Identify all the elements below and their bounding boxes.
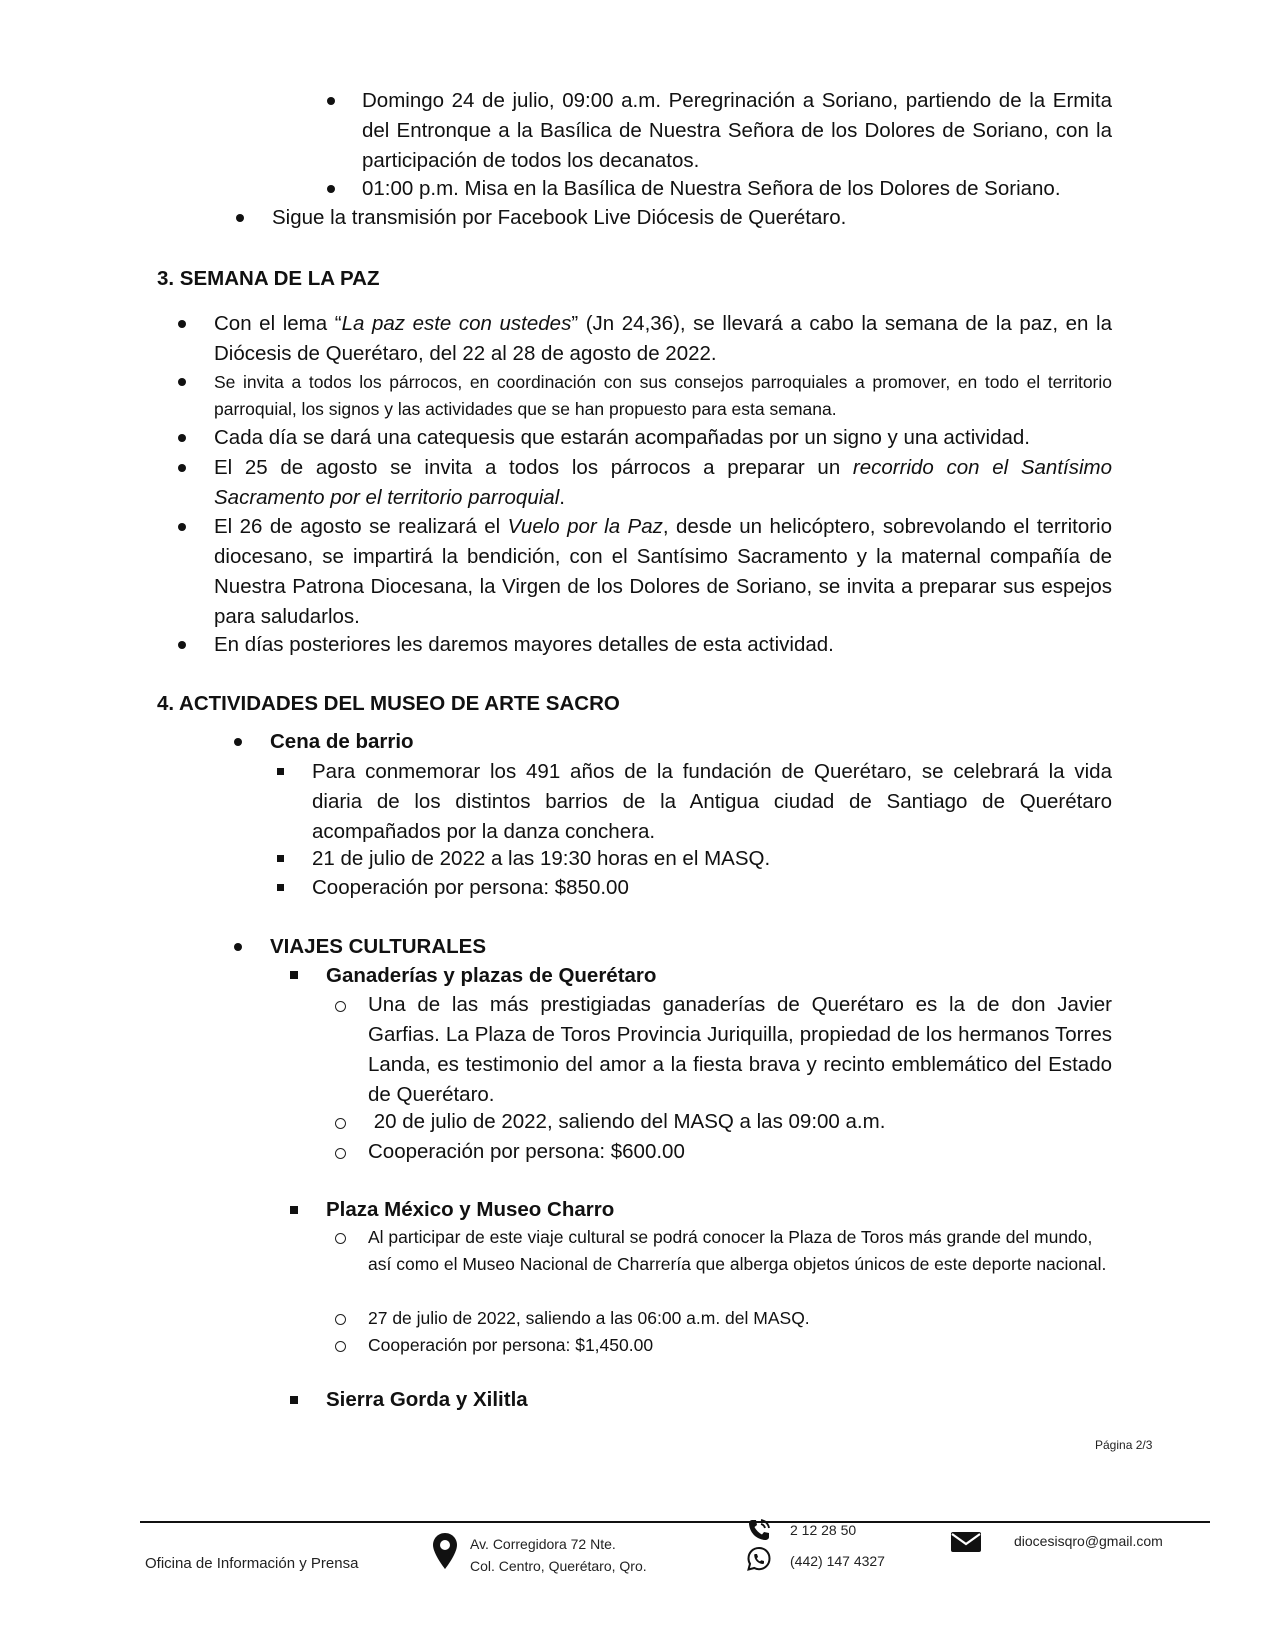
bullet-icon [178,464,186,472]
list-item: 20 de julio de 2022, saliendo del MASQ a las 09:00 a.m. [368,1110,886,1133]
circle-bullet-icon [335,1001,346,1012]
square-bullet-icon [290,1206,298,1214]
bullet-icon [178,523,186,531]
bullet-icon [178,434,186,442]
text-run: El 26 de agosto se realizará el [214,515,508,538]
text-run: ” (Jn 24,36), se llevará a cabo la semana de la paz, en la Diócesis de Querétaro, del 22 al 28 de agosto de 2022. [214,312,1112,365]
circle-bullet-icon [335,1341,346,1352]
list-item [214,512,1112,632]
bullet-icon [178,641,186,649]
office-name: Oficina de Información y Prensa [145,1555,359,1572]
text-run: recorrido con el Santísimo Sacramento por el territorio parroquial [214,456,1112,509]
email-address: diocesisqro@gmail.com [1014,1533,1163,1549]
address-line: Av. Corregidora 72 Nte. [470,1536,616,1552]
list-item: En días posteriores les daremos mayores detalles de esta actividad. [214,633,834,656]
list-item: Sigue la transmisión por Facebook Live Diócesis de Querétaro. [272,206,847,229]
square-bullet-icon [290,1396,298,1404]
mail-icon [950,1530,982,1554]
text-run: Vuelo por la Paz [507,515,663,538]
list-item-title: Ganaderías y plazas de Querétaro [326,964,657,987]
circle-bullet-icon [335,1314,346,1325]
list-item: Cooperación por persona: $1,450.00 [368,1335,654,1355]
square-bullet-icon [290,971,298,979]
bullet-icon [234,738,242,746]
square-bullet-icon [277,855,284,862]
list-item: Cooperación por persona: $600.00 [368,1140,685,1163]
list-item: Para conmemorar los 491 años de la fundación de Querétaro, se celebrará la vida diaria de los distintos barrios de la Antigua ciudad de Santiago de Querétaro acompañados por la danza conchera. [312,760,1112,843]
text-run: Con el lema “ [214,312,342,335]
footer-divider [140,1521,1210,1523]
phone-number: 2 12 28 50 [790,1522,857,1538]
bullet-icon [234,943,242,951]
bullet-icon [327,185,335,193]
square-bullet-icon [277,768,284,775]
list-item: Cada día se dará una catequesis que estarán acompañadas por un signo y una actividad. [214,426,1030,449]
list-item-title: Sierra Gorda y Xilitla [326,1388,528,1411]
bullet-icon [236,214,244,222]
bullet-icon [178,378,186,386]
phone-icon [746,1517,772,1543]
bullet-icon [327,97,335,105]
page-number: Página 2/3 [1095,1438,1153,1452]
bullet-icon [178,320,186,328]
list-item: 21 de julio de 2022 a las 19:30 horas en el MASQ. [312,847,771,870]
circle-bullet-icon [335,1148,346,1159]
location-pin-icon [432,1532,458,1570]
section-heading: 4. ACTIVIDADES DEL MUSEO DE ARTE SACRO [157,692,620,715]
list-item-title: Cena de barrio [270,730,414,753]
list-item [214,453,1112,513]
list-item: Una de las más prestigiadas ganaderías de Querétaro es la de don Javier Garfias. La Plaza de Toros Provincia Juriquilla, propiedad de los hermanos Torres Landa, es testimonio del amor a la fiesta brava y recinto emblemático del Estado de Querétaro. [368,993,1112,1106]
text-run: La paz este con ustedes [341,312,572,335]
text-run: El 25 de agosto se invita a todos los párrocos a preparar un [214,456,853,479]
whatsapp-icon [746,1546,772,1572]
list-item: 27 de julio de 2022, saliendo a las 06:00 a.m. del MASQ. [368,1308,810,1328]
list-item: Al participar de este viaje cultural se podrá conocer la Plaza de Toros más grande del mundo, así como el Museo Nacional de Charrería que alberga objetos únicos de este deporte nacional. [368,1227,1107,1274]
circle-bullet-icon [335,1233,346,1244]
section-heading: 3. SEMANA DE LA PAZ [157,267,380,290]
whatsapp-number: (442) 147 4327 [790,1553,885,1569]
list-item: Domingo 24 de julio, 09:00 a.m. Peregrinación a Soriano, partiendo de la Ermita del Entronque a la Basílica de Nuestra Señora de los Dolores de Soriano, con la participación de todos los decanatos. [362,89,1112,172]
square-bullet-icon [277,884,284,891]
circle-bullet-icon [335,1118,346,1129]
address-line: Col. Centro, Querétaro, Qro. [470,1558,647,1574]
list-item-title: VIAJES CULTURALES [270,935,487,958]
text-run: , desde un helicóptero, sobrevolando el territorio diocesano, se impartirá la bendición, con el Santísimo Sacramento y la maternal compañía de Nuestra Patrona Diocesana, la Virgen de los Dolores de Soriano, se invita a preparar sus espejos para saludarlos. [214,515,1113,628]
list-item: 01:00 p.m. Misa en la Basílica de Nuestra Señora de los Dolores de Soriano. [362,177,1061,200]
list-item: Se invita a todos los párrocos, en coordinación con sus consejos parroquiales a promover, en todo el territorio parroquial, los signos y las actividades que se han propuesto para esta semana. [214,372,1112,419]
list-item: Cooperación por persona: $850.00 [312,876,629,899]
text-run: . [559,486,565,509]
list-item [214,309,1112,369]
list-item-title: Plaza México y Museo Charro [326,1198,615,1221]
